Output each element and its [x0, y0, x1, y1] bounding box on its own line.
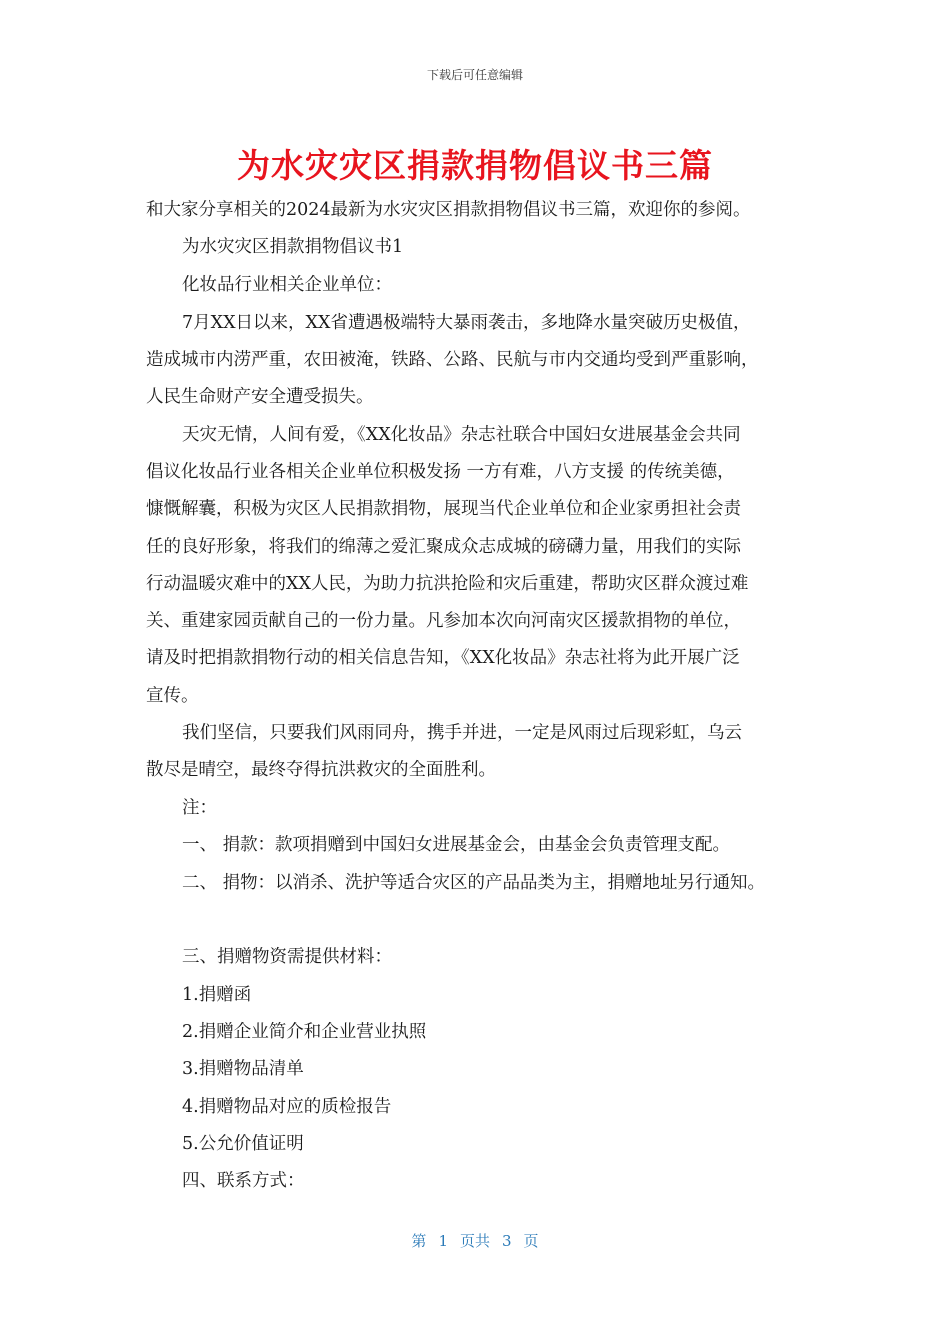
footer-prefix: 第 [411, 1232, 427, 1250]
header-note: 下载后可任意编辑 [426, 68, 523, 82]
material-item: 1.捐赠函 [182, 985, 252, 1005]
paragraph-line: 7月XX日以来，XX省遭遇极端特大暴雨袭击，多地降水量突破历史极值， [182, 313, 751, 333]
note-label: 注： [182, 798, 217, 818]
footer-middle: 页共 [459, 1232, 490, 1250]
paragraph-line: 慷慨解囊，积极为灾区人民捐款捐物，展现当代企业单位和企业家勇担社会责 [146, 499, 741, 519]
paragraph-line: 我们坚信，只要我们风雨同舟，携手并进，一定是风雨过后现彩虹，乌云 [182, 723, 742, 743]
page-total: 3 [502, 1232, 512, 1250]
paragraph-line: 宣传。 [146, 686, 199, 706]
page-footer [0, 1230, 950, 1251]
salutation: 化妆品行业相关企业单位： [182, 275, 392, 295]
paragraph-line: 造成城市内涝严重，农田被淹，铁路、公路、民航与市内交通均受到严重影响， [146, 350, 759, 370]
paragraph-line: 请及时把捐款捐物行动的相关信息告知，《XX化妆品》杂志社将为此开展广泛 [146, 648, 740, 668]
document-title: 为水灾灾区捐款捐物倡议书三篇 [237, 146, 713, 185]
material-item: 4.捐赠物品对应的质检报告 [182, 1097, 392, 1117]
paragraph-line: 天灾无情，人间有爱，《XX化妆品》杂志社联合中国妇女进展基金会共同 [182, 425, 741, 445]
materials-heading: 三、捐赠物资需提供材料： [182, 947, 392, 967]
paragraph-line: 关、重建家园贡献自己的一份力量。凡参加本次向河南灾区援款捐物的单位， [146, 611, 741, 631]
paragraph-line: 散尽是晴空，最终夺得抗洪救灾的全面胜利。 [146, 760, 496, 780]
intro-text: 和大家分享相关的2024最新为水灾灾区捐款捐物倡议书三篇，欢迎你的参阅。 [146, 200, 751, 220]
contact-heading: 四、联系方式： [182, 1171, 305, 1191]
paragraph-line: 倡议化妆品行业各相关企业单位积极发扬 一方有难，八方支援 的传统美德， [146, 462, 735, 482]
footer-suffix: 页 [523, 1232, 539, 1250]
paragraph-line: 行动温暖灾难中的XX人民，为助力抗洪抢险和灾后重建，帮助灾区群众渡过难 [146, 574, 749, 594]
page-number: 1 [438, 1232, 448, 1250]
note-item: 二、 捐物：以消杀、洗护等适合灾区的产品品类为主，捐赠地址另行通知。 [182, 873, 766, 893]
paragraph-line: 人民生命财产安全遭受损失。 [146, 387, 374, 407]
material-item: 5.公允价值证明 [182, 1134, 304, 1154]
material-item: 2.捐赠企业简介和企业营业执照 [182, 1022, 427, 1042]
note-item: 一、 捐款：款项捐赠到中国妇女进展基金会，由基金会负责管理支配。 [182, 835, 731, 855]
material-item: 3.捐赠物品清单 [182, 1059, 304, 1079]
section-title: 为水灾灾区捐款捐物倡议书1 [182, 237, 404, 257]
paragraph-line: 任的良好形象，将我们的绵薄之爱汇聚成众志成城的磅礴力量，用我们的实际 [146, 537, 741, 557]
